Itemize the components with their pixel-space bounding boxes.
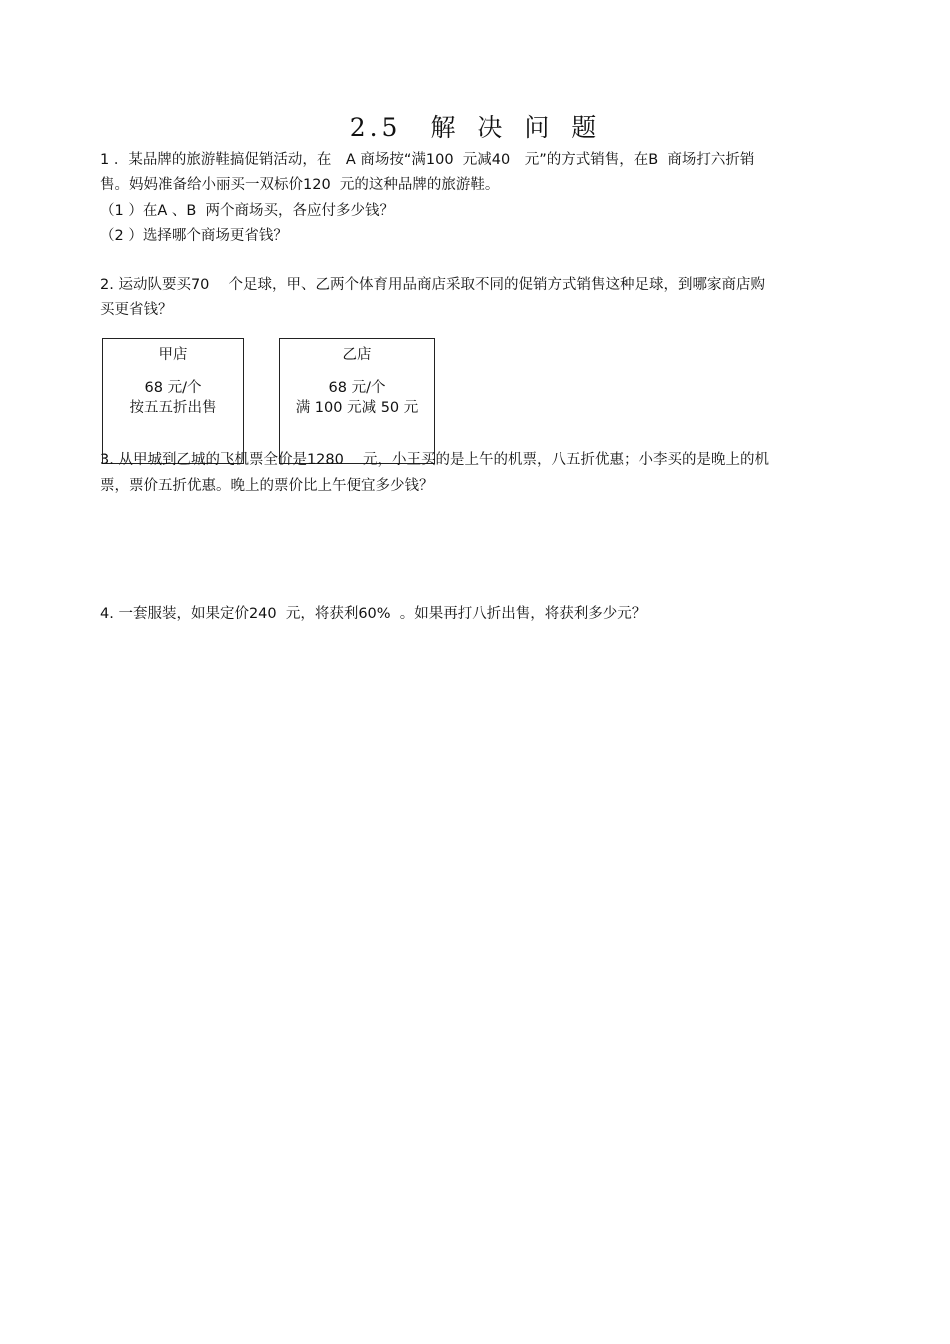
question-2-line-1: 2. 运动队要买70 个足球，甲、乙两个体育用品商店采取不同的促销方式销售这种足球，到哪家商店购 (100, 277, 765, 293)
store-yi-price: 68 元/个 (328, 380, 386, 396)
question-2-line-2: 买更省钱？ (100, 302, 173, 318)
question-4-line-1: 4. 一套服装，如果定价240 元，将获利60% 。如果再打八折出售，将获利多少元？ (100, 606, 647, 622)
store-jia-name: 甲店 (158, 347, 188, 363)
question-3-line-2: 票，票价五折优惠。晚上的票价比上午便宜多少钱？ (100, 478, 434, 494)
store-yi-promo: 满 100 元减 50 元 (295, 400, 419, 416)
page-title: 2.5 解 决 问 题 (349, 113, 601, 142)
store-jia-promo: 按五五折出售 (129, 400, 217, 416)
question-1-part-1: （1 ）在A 、B 两个商场买，各应付多少钱？ (100, 203, 395, 219)
store-yi-name: 乙店 (342, 347, 372, 363)
question-1-line-2: 售。妈妈准备给小丽买一双标价120 元的这种品牌的旅游鞋。 (100, 177, 500, 193)
question-1-line-1: 1 ．某品牌的旅游鞋搞促销活动，在 A 商场按“满100 元减40 元”的方式销售，在B 商场打六折销 (100, 152, 755, 168)
store-jia-price: 68 元/个 (144, 380, 202, 396)
store-yi-box (279, 338, 435, 464)
question-1-part-2: （2 ）选择哪个商场更省钱？ (100, 228, 288, 244)
question-3-line-1: 3. 从甲城到乙城的飞机票全价是1280 元，小王买的是上午的机票，八五折优惠；小李买的是晚上的机 (100, 452, 769, 468)
store-jia-box (102, 338, 244, 464)
